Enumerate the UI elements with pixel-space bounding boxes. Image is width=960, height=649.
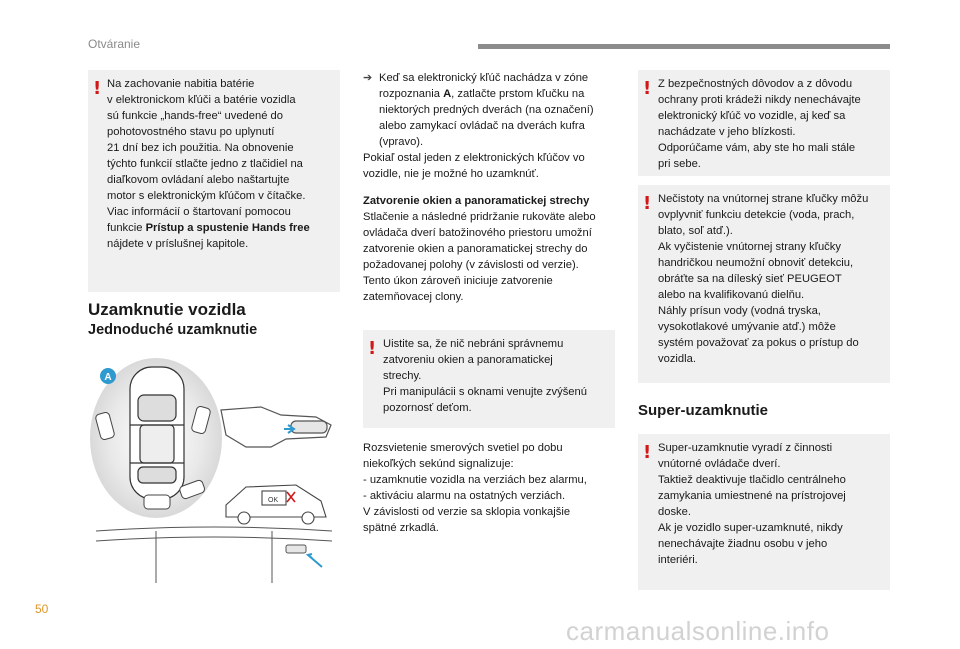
car-top-view (130, 367, 184, 499)
text-line: pozornosť deťom. (383, 402, 472, 414)
text-line: zatvoreniu okien a panoramatickej (383, 354, 553, 366)
text-line: pri sebe. (658, 158, 701, 170)
text-line: Rozsvietenie smerových svetiel po dobu (363, 442, 563, 454)
text-line: motor s elektronickým kľúčom v čítačke. (107, 190, 306, 202)
text-line: niektorých predných dverách (na označení) (379, 104, 594, 116)
text-run: Keď sa elektronický kľúč nachádza v zóne (379, 72, 589, 84)
warning-text-key-safety (658, 76, 861, 172)
text-line: Viac informácií o štartovaní pomocou (107, 206, 291, 218)
warning-icon: ! (643, 442, 652, 463)
tailgate-button-icon (96, 527, 332, 583)
text-line: Ak je vozidlo super-uzamknuté, nikdy (658, 522, 843, 534)
text-line: zamykania umiestnené na prístrojovej (658, 490, 846, 502)
page-number: 50 (35, 602, 49, 616)
text-line: Tento úkon zároveň iniciuje zatvorenie (363, 275, 553, 287)
text-line: požadovanej polohy (v závislosti od verzie). (363, 259, 579, 271)
warning-text-super-locking (658, 440, 846, 568)
text-line: (vpravo). (379, 136, 424, 148)
hand-on-handle-icon (221, 407, 331, 447)
column-2-text (363, 70, 594, 182)
text-line: vozidla. (658, 353, 696, 365)
text-line: obráťte sa na díleský sieť PEUGEOT (658, 273, 842, 285)
text-line: niekoľkých sekúnd signalizuje: (363, 458, 514, 470)
warning-text-battery (107, 76, 310, 252)
text-line: doske. (658, 506, 691, 518)
text-line: - uzamknutie vozidla na verziách bez alarmu, (363, 474, 587, 486)
header-section-title: Otváranie (88, 37, 141, 51)
text-line: ovplyvniť funkciu detekcie (voda, prach, (658, 209, 855, 221)
text-line: interiéri. (658, 554, 698, 566)
locking-illustration (86, 355, 342, 583)
text-line: Na zachovanie nabitia batérie (107, 78, 255, 90)
text-run: , zatlačte prstom kľučku na (451, 88, 585, 100)
text-line: spätné zrkadlá. (363, 522, 439, 534)
warning-text-dirt (658, 191, 868, 367)
subsection-title-simple-locking: Jednoduché uzamknutie (88, 322, 258, 338)
text-line: alebo zamykací ovládač na dverách kufra (379, 120, 585, 132)
text-line: strechy. (383, 370, 422, 382)
car-side-ok-icon (226, 485, 326, 524)
warning-icon: ! (643, 193, 652, 214)
text-line: systém považovať za pokus o prístup do (658, 337, 859, 349)
text-line: Z bezpečnostných dôvodov a z dôvodu (658, 78, 853, 90)
text-line: zatvorenie okien a panoramatickej strechy do (363, 243, 588, 255)
warning-icon: ! (368, 338, 377, 359)
text-line: Pri manipulácii s oknami venujte zvýšenú (383, 386, 587, 398)
zone-reference: A (443, 88, 452, 100)
text-line: Taktiež deaktivuje tlačidlo centrálneho (658, 474, 846, 486)
text-line: sú funkcie „hands-free“ uvedené do (107, 110, 284, 122)
text-line: - aktiváciu alarmu na ostatných verziách. (363, 490, 566, 502)
text-line: 21 dní bez ich použitia. Na obnovenie (107, 142, 294, 154)
watermark: carmanualsonline.info (566, 616, 830, 646)
section-title-super-locking: Super-uzamknutie (638, 402, 769, 419)
arrow-bullet-icon: ➔ (363, 72, 373, 84)
text-line: V závislosti od verzie sa sklopia vonkajšie (363, 506, 571, 518)
text-line (363, 86, 594, 102)
text-line: Uistite sa, že nič nebráni správnemu (383, 338, 564, 350)
zone-label-a: A (104, 372, 112, 383)
text-line: Nečistoty na vnútornej strane kľučky môžu (658, 193, 869, 205)
warning-icon: ! (643, 78, 652, 99)
bullet-line (363, 70, 594, 86)
signal-text (363, 440, 587, 536)
text-line: ochrany proti krádeži nikdy nenechávajte (658, 94, 861, 106)
text-line: vysokotlakové umývanie atď.) môže (658, 321, 836, 333)
text-line: Ak vyčistenie vnútornej strany kľučky (658, 241, 841, 253)
warning-icon: ! (93, 78, 102, 99)
text-line: pohotovostného stavu po uplynutí (107, 126, 275, 138)
text-line: týchto funkcií stlačte jedno z tlačidiel na (107, 158, 303, 170)
text-line: handričkou neumožní obnoviť detekciu, (658, 257, 854, 269)
text-run: funkcie (107, 222, 146, 234)
windows-closing-block (363, 193, 596, 305)
ok-label: OK (268, 497, 279, 504)
text-line: Odporúčame vám, aby ste ho mali stále (658, 142, 856, 154)
text-line: elektronický kľúč vo vozidle, aj keď sa (658, 110, 846, 122)
text-line: Super-uzamknutie vyradí z činnosti (658, 442, 833, 454)
text-run: rozpoznania (379, 88, 444, 100)
chapter-reference: Prístup a spustenie Hands free (145, 222, 310, 234)
header-bar (478, 44, 890, 49)
warning-text-windows (383, 336, 587, 416)
text-line: Náhly prísun vody (vodná tryska, (658, 305, 821, 317)
heading-windows-closing: Zatvorenie okien a panoramatickej strechy (363, 195, 590, 207)
text-line: nájdete v príslušnej kapitole. (107, 238, 249, 250)
text-line: Pokiaľ ostal jeden z elektronických kľúčov vo (363, 152, 585, 164)
text-line: Stlačenie a následné pridržanie rukoväte alebo (363, 211, 596, 223)
text-line: alebo na kvalifikovanú dielňu. (658, 289, 805, 301)
text-line: nenechávajte žiadnu osobu v jeho (658, 538, 828, 550)
text-line (107, 220, 310, 236)
text-line: v elektronickom kľúči a batérie vozidla (107, 94, 296, 106)
section-title-locking: Uzamknutie vozidla (88, 300, 246, 319)
text-line: nachádzate v jeho blízkosti. (658, 126, 796, 138)
text-line: ovládača dverí batožinového priestoru umožní (363, 227, 592, 239)
text-line: zatemňovacej clony. (363, 291, 464, 303)
text-line: diaľkovom ovládaní alebo naštartujte (107, 174, 290, 186)
text-line: blato, soľ atď.). (658, 225, 733, 237)
text-line: vozidle, nie je možné ho uzamknúť. (363, 168, 539, 180)
text-line: vnútorné ovládače dverí. (658, 458, 781, 470)
